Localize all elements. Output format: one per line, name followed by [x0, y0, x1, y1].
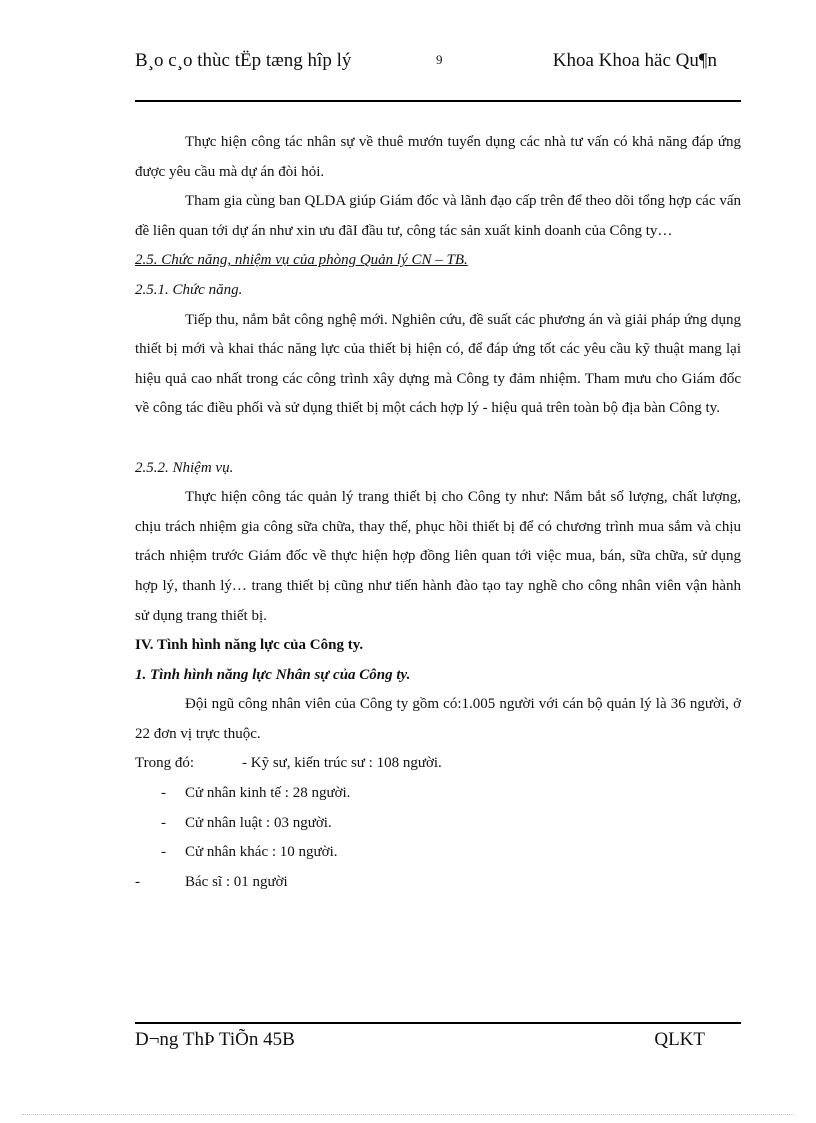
list-item-text: Cử nhân kinh tế : 28 người. — [185, 785, 351, 802]
document-body — [135, 128, 741, 897]
list-item — [135, 779, 741, 809]
paragraph-4: Thực hiện công tác quản lý trang thiết bị cho Công ty như: Nắm bắt số lượng, chất lượng, chịu trách nhiệm gia công sữa chữa, thay thế, phục hồi thiết bị để có chương trình mua sắm và chịu trách nhiệm trước Giám đốc về thực hiện hợp đồng liên quan tới việc mua, bán, sữa chữa, sử dụng hợp lý, thanh lý… trang thiết bị cũng như tiến hành đào tạo tay nghề cho công nhân viên vận hành sử dụng trang thiết bị. — [135, 489, 741, 624]
section-heading-iv: IV. Tình hình năng lực của Công ty. — [135, 637, 364, 654]
paragraph-5: Đội ngũ công nhân viên của Công ty gồm có:1.005 người với cán bộ quản lý là 36 người, ở 22 đơn vị trực thuộc. — [135, 696, 741, 742]
trong-do-label: Trong đó: — [135, 755, 195, 772]
page-edge-divider — [22, 1114, 794, 1115]
footer-author: D¬ng ThÞ TiÕn 45B — [135, 1029, 295, 1050]
list-dash: - — [161, 814, 166, 831]
section-heading-1: 1. Tình hình năng lực Nhân sự của Công ty. — [135, 666, 411, 683]
paragraph-2: Tham gia cùng ban QLDA giúp Giám đốc và lãnh đạo cấp trên để theo dõi tổng hợp các vấn đề liên quan tới dự án như xin ưu đãI đầu tư, công tác sản xuất kinh doanh của Công ty… — [135, 193, 741, 239]
page-header — [135, 50, 741, 102]
paragraph-1: Thực hiện công tác nhân sự về thuê mướn tuyển dụng các nhà tư vấn có khả năng đáp ứng được yêu cầu mà dự án đòi hỏi. — [135, 134, 741, 180]
header-faculty: Khoa Khoa häc Qu¶n — [552, 50, 717, 71]
header-report-title: B¸o c¸o thùc tËp tæng hîp lý — [135, 50, 352, 71]
list-item-last — [135, 868, 741, 898]
trong-do-line — [135, 749, 741, 779]
section-heading-2-5: 2.5. Chức năng, nhiệm vụ của phòng Quản lý CN – TB. — [135, 252, 468, 269]
subsection-heading-2-5-2: 2.5.2. Nhiệm vụ. — [135, 459, 234, 476]
list-item — [135, 809, 741, 839]
page-footer — [135, 1022, 741, 1050]
list-dash: - — [135, 873, 140, 890]
paragraph-3: Tiếp thu, nắm bắt công nghệ mới. Nghiên cứu, đề suất các phương án và giải pháp ứng dụng thiết bị mới và khai thác năng lực của thiết bị hiện có, để đáp ứng tốt các yêu cầu kỹ thuật mang lại hiệu quả cao nhất trong các công trình xây dựng mà Công ty đảm nhiệm. Tham mưu cho Giám đốc về công tác điều phối và sử dụng thiết bị một cách hợp lý - hiệu quả trên toàn bộ địa bàn Công ty. — [135, 311, 741, 417]
list-item — [135, 838, 741, 868]
list-item-text: Cử nhân khác : 10 người. — [185, 844, 338, 861]
page-number: 9 — [436, 52, 443, 67]
blank-line — [135, 424, 741, 454]
subsection-heading-2-5-1: 2.5.1. Chức năng. — [135, 281, 243, 298]
list-item-text: Cử nhân luật : 03 người. — [185, 814, 332, 831]
list-dash: - — [161, 844, 166, 861]
list-item-text: Bác sĩ : 01 người — [185, 873, 288, 890]
trong-do-value: - Kỹ sư, kiến trúc sư : 108 người. — [242, 755, 442, 772]
list-dash: - — [161, 785, 166, 802]
footer-class: QLKT — [654, 1029, 705, 1050]
